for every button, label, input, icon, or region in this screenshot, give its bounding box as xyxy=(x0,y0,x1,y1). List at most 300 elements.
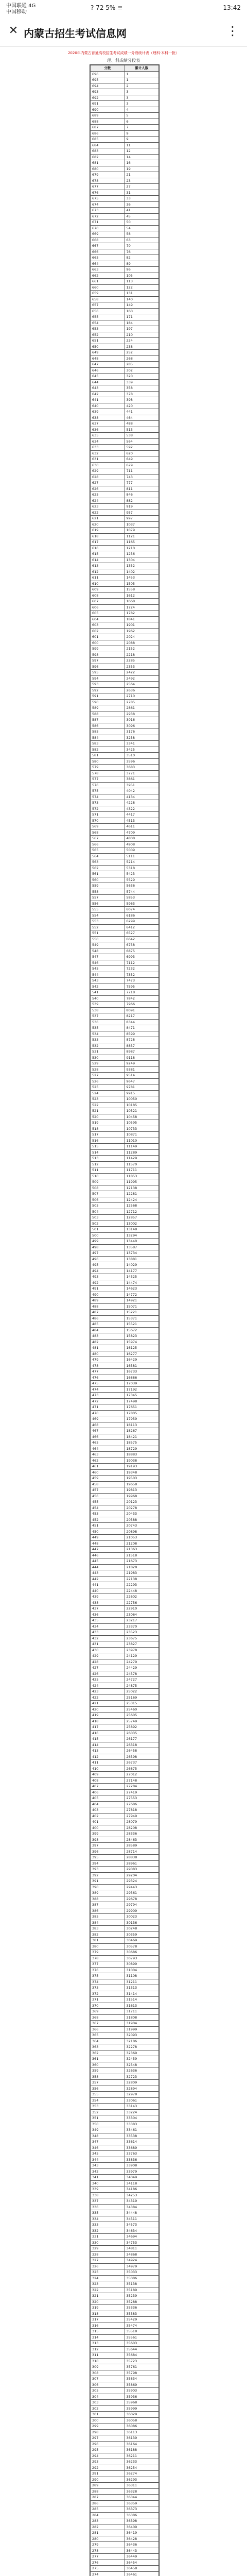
count-cell: 9 xyxy=(125,137,159,143)
count-cell: 21983 xyxy=(125,1570,159,1577)
table-row xyxy=(91,1073,159,1079)
table-row xyxy=(91,1724,159,1731)
score-cell: 323 xyxy=(91,2281,125,2287)
count-cell: 1962 xyxy=(125,628,159,634)
table-row xyxy=(91,1760,159,1766)
table-row xyxy=(91,1446,159,1452)
table-row xyxy=(91,1535,159,1541)
table-row xyxy=(91,2364,159,2370)
table-row xyxy=(91,1096,159,1103)
table-row xyxy=(91,871,159,877)
count-cell: 18113 xyxy=(125,1422,159,1428)
count-cell: 5423 xyxy=(125,871,159,877)
table-row xyxy=(91,664,159,670)
table-row xyxy=(91,474,159,480)
score-cell: 318 xyxy=(91,2311,125,2317)
count-cell: 4134 xyxy=(125,794,159,800)
score-cell: 288 xyxy=(91,2488,125,2495)
score-cell: 472 xyxy=(91,1398,125,1404)
score-cell: 597 xyxy=(91,658,125,664)
score-cell: 422 xyxy=(91,1694,125,1701)
score-cell: 610 xyxy=(91,581,125,587)
count-cell: 10050 xyxy=(125,1096,159,1103)
count-cell: 1901 xyxy=(125,622,159,629)
count-cell: 12712 xyxy=(125,1209,159,1215)
score-cell: 319 xyxy=(91,2305,125,2311)
score-cell: 400 xyxy=(91,1825,125,1831)
score-cell: 445 xyxy=(91,1558,125,1565)
count-cell: 8471 xyxy=(125,1025,159,1031)
table-row xyxy=(91,391,159,397)
table-row xyxy=(91,2222,159,2228)
score-cell: 356 xyxy=(91,2086,125,2092)
table-row xyxy=(91,912,159,919)
table-row xyxy=(91,2050,159,2056)
table-row xyxy=(91,1002,159,1008)
table-row xyxy=(91,1179,159,1185)
score-cell: 653 xyxy=(91,326,125,332)
score-cell: 457 xyxy=(91,1487,125,1494)
count-cell: 3 xyxy=(125,89,159,95)
score-cell: 541 xyxy=(91,990,125,996)
table-row xyxy=(91,1310,159,1316)
table-row xyxy=(91,1393,159,1399)
score-cell: 692 xyxy=(91,95,125,101)
count-cell: 15221 xyxy=(125,1310,159,1316)
table-row xyxy=(91,2554,159,2560)
table-header-row xyxy=(91,65,159,72)
count-cell: 1037 xyxy=(125,521,159,528)
score-cell: 559 xyxy=(91,883,125,889)
count-cell: 35644 xyxy=(125,2346,159,2352)
table-row xyxy=(91,1481,159,1487)
score-cell: 299 xyxy=(91,2424,125,2430)
score-cell: 315 xyxy=(91,2329,125,2335)
score-cell: 278 xyxy=(91,2548,125,2554)
score-cell: 366 xyxy=(91,2026,125,2032)
score-cell: 525 xyxy=(91,1084,125,1091)
count-cell: 33836 xyxy=(125,2157,159,2163)
score-cell: 536 xyxy=(91,1019,125,1025)
score-cell: 595 xyxy=(91,670,125,676)
score-cell: 620 xyxy=(91,521,125,528)
score-cell: 642 xyxy=(91,391,125,397)
score-cell: 580 xyxy=(91,758,125,765)
table-row xyxy=(91,1529,159,1535)
table-row xyxy=(91,2026,159,2032)
count-cell: 5853 xyxy=(125,895,159,901)
score-cell: 446 xyxy=(91,1552,125,1558)
status-bar xyxy=(0,0,247,18)
count-cell: 30686 xyxy=(125,1950,159,1956)
count-cell: 29909 xyxy=(125,1908,159,1914)
score-cell: 688 xyxy=(91,118,125,125)
table-row xyxy=(91,960,159,966)
table-row xyxy=(91,2145,159,2151)
score-cell: 565 xyxy=(91,848,125,854)
table-row xyxy=(91,296,159,302)
table-row xyxy=(91,1239,159,1245)
count-cell: 777 xyxy=(125,480,159,486)
score-cell: 503 xyxy=(91,1215,125,1221)
score-cell: 405 xyxy=(91,1795,125,1802)
score-cell: 289 xyxy=(91,2483,125,2489)
count-cell: 31004 xyxy=(125,1967,159,1973)
score-cell: 462 xyxy=(91,1458,125,1464)
count-cell: 30578 xyxy=(125,1943,159,1950)
count-cell: 35999 xyxy=(125,2405,159,2412)
count-cell: 2861 xyxy=(125,705,159,711)
table-row xyxy=(91,521,159,528)
table-row xyxy=(91,1623,159,1630)
table-row xyxy=(91,1505,159,1511)
count-cell: 2 xyxy=(125,83,159,89)
count-cell: 711 xyxy=(125,468,159,474)
table-row xyxy=(91,1618,159,1624)
table-row xyxy=(91,2210,159,2216)
score-cell: 448 xyxy=(91,1540,125,1547)
table-row xyxy=(91,895,159,901)
score-cell: 296 xyxy=(91,2441,125,2447)
score-cell: 442 xyxy=(91,1576,125,1582)
count-cell: 31808 xyxy=(125,2014,159,2021)
count-cell: 122 xyxy=(125,284,159,291)
table-row xyxy=(91,841,159,848)
score-cell: 460 xyxy=(91,1469,125,1476)
count-cell: 1782 xyxy=(125,611,159,617)
score-cell: 687 xyxy=(91,125,125,131)
count-cell: 12138 xyxy=(125,1185,159,1191)
more-icon[interactable]: ⋮ xyxy=(226,24,239,38)
count-cell: 1724 xyxy=(125,604,159,611)
table-row xyxy=(91,166,159,172)
table-row xyxy=(91,2334,159,2341)
count-cell: 36113 xyxy=(125,2429,159,2435)
carrier-label: 中国联通 4G xyxy=(6,3,36,9)
score-cell: 450 xyxy=(91,1529,125,1535)
count-cell: 18267 xyxy=(125,1428,159,1434)
count-cell: 35086 xyxy=(125,2275,159,2281)
table-row xyxy=(91,1209,159,1215)
table-row xyxy=(91,355,159,362)
count-cell: 20743 xyxy=(125,1523,159,1529)
table-row xyxy=(91,948,159,954)
count-cell: 34511 xyxy=(125,2216,159,2222)
count-cell: 1256 xyxy=(125,551,159,557)
score-cell: 370 xyxy=(91,2003,125,2009)
close-icon[interactable]: ✕ xyxy=(8,24,19,37)
count-cell: 14 xyxy=(125,154,159,160)
table-row xyxy=(91,587,159,593)
table-row xyxy=(91,2305,159,2311)
score-cell: 641 xyxy=(91,397,125,403)
count-cell: 14772 xyxy=(125,1292,159,1298)
score-cell: 622 xyxy=(91,510,125,516)
table-row xyxy=(91,528,159,534)
count-cell: 31108 xyxy=(125,1973,159,1979)
score-cell: 441 xyxy=(91,1582,125,1588)
score-cell: 498 xyxy=(91,1244,125,1250)
score-cell: 329 xyxy=(91,2246,125,2252)
count-cell: 846 xyxy=(125,492,159,498)
table-row xyxy=(91,1292,159,1298)
count-cell: 30469 xyxy=(125,1938,159,1944)
count-cell: 32548 xyxy=(125,2062,159,2068)
score-cell: 599 xyxy=(91,646,125,652)
table-row xyxy=(91,978,159,984)
count-cell: 16125 xyxy=(125,1345,159,1351)
status-time: 13:42 xyxy=(223,4,241,11)
score-cell: 487 xyxy=(91,1310,125,1316)
count-cell: 16733 xyxy=(125,1369,159,1375)
count-cell: 197 xyxy=(125,326,159,332)
table-row xyxy=(91,243,159,249)
table-row xyxy=(91,2417,159,2424)
score-cell: 527 xyxy=(91,1073,125,1079)
count-cell: 6299 xyxy=(125,919,159,925)
score-cell: 683 xyxy=(91,148,125,155)
score-cell: 390 xyxy=(91,1884,125,1890)
score-cell: 340 xyxy=(91,2180,125,2187)
score-cell: 334 xyxy=(91,2216,125,2222)
count-cell: 28589 xyxy=(125,1843,159,1849)
count-cell: 17498 xyxy=(125,1398,159,1404)
table-row xyxy=(91,1493,159,1499)
count-cell: 2564 xyxy=(125,682,159,688)
score-cell: 276 xyxy=(91,2560,125,2566)
score-cell: 463 xyxy=(91,1452,125,1458)
score-cell: 291 xyxy=(91,2471,125,2477)
table-row xyxy=(91,1416,159,1422)
score-cell: 496 xyxy=(91,1256,125,1262)
table-row xyxy=(91,1007,159,1013)
count-cell: 10733 xyxy=(125,1126,159,1132)
score-cell: 284 xyxy=(91,2512,125,2518)
score-cell: 507 xyxy=(91,1191,125,1197)
score-cell: 583 xyxy=(91,741,125,747)
score-cell: 603 xyxy=(91,622,125,629)
score-cell: 495 xyxy=(91,1262,125,1268)
count-cell: 13148 xyxy=(125,1227,159,1233)
score-cell: 629 xyxy=(91,468,125,474)
score-cell: 492 xyxy=(91,1280,125,1286)
count-cell: 13294 xyxy=(125,1232,159,1239)
count-cell: 2636 xyxy=(125,687,159,693)
table-row xyxy=(91,2323,159,2329)
score-cell: 453 xyxy=(91,1511,125,1517)
score-cell: 337 xyxy=(91,2198,125,2205)
score-cell: 501 xyxy=(91,1227,125,1233)
count-cell: 13002 xyxy=(125,1221,159,1227)
score-cell: 664 xyxy=(91,261,125,267)
score-cell: 558 xyxy=(91,889,125,895)
table-row xyxy=(91,1955,159,1961)
score-cell: 333 xyxy=(91,2222,125,2228)
table-row xyxy=(91,148,159,155)
table-row xyxy=(91,2151,159,2157)
count-cell: 35429 xyxy=(125,2317,159,2323)
table-row xyxy=(91,1564,159,1570)
score-cell: 386 xyxy=(91,1908,125,1914)
score-cell: 520 xyxy=(91,1114,125,1120)
count-cell: 15371 xyxy=(125,1315,159,1321)
table-row xyxy=(91,231,159,238)
score-cell: 477 xyxy=(91,1369,125,1375)
count-cell: 25022 xyxy=(125,1689,159,1695)
score-cell: 638 xyxy=(91,415,125,421)
count-cell: 32093 xyxy=(125,2032,159,2039)
table-row xyxy=(91,1511,159,1517)
table-row xyxy=(91,1357,159,1363)
table-row xyxy=(91,1499,159,1505)
table-row xyxy=(91,308,159,314)
count-cell: 19038 xyxy=(125,1458,159,1464)
score-cell: 592 xyxy=(91,687,125,693)
page-title: 内蒙古招生考试信息网 xyxy=(24,27,127,40)
table-row xyxy=(91,1161,159,1167)
count-cell: 28714 xyxy=(125,1849,159,1855)
count-cell: 35903 xyxy=(125,2388,159,2394)
score-cell: 658 xyxy=(91,296,125,302)
score-cell: 306 xyxy=(91,2382,125,2388)
score-cell: 347 xyxy=(91,2139,125,2145)
count-cell: 3176 xyxy=(125,729,159,735)
count-cell: 3016 xyxy=(125,717,159,723)
table-row xyxy=(91,1061,159,1067)
table-row xyxy=(91,1469,159,1476)
score-cell: 646 xyxy=(91,367,125,374)
score-cell: 555 xyxy=(91,907,125,913)
count-cell: 30359 xyxy=(125,1931,159,1938)
score-cell: 399 xyxy=(91,1831,125,1837)
table-row xyxy=(91,1037,159,1043)
table-row xyxy=(91,735,159,741)
score-cell: 543 xyxy=(91,978,125,984)
score-cell: 576 xyxy=(91,782,125,788)
score-cell: 336 xyxy=(91,2204,125,2210)
count-cell: 36436 xyxy=(125,2542,159,2548)
score-cell: 540 xyxy=(91,995,125,1002)
table-row xyxy=(91,646,159,652)
score-cell: 310 xyxy=(91,2358,125,2364)
table-row xyxy=(91,611,159,617)
count-cell: 9915 xyxy=(125,1090,159,1096)
score-cell: 515 xyxy=(91,1144,125,1150)
count-cell: 997 xyxy=(125,516,159,522)
count-cell: 679 xyxy=(125,462,159,468)
column-header-count: 累计人数 xyxy=(125,65,159,72)
score-cell: 324 xyxy=(91,2275,125,2281)
count-cell: 16429 xyxy=(125,1357,159,1363)
score-cell: 570 xyxy=(91,818,125,824)
table-row xyxy=(91,1849,159,1855)
count-cell: 1612 xyxy=(125,592,159,599)
score-cell: 290 xyxy=(91,2477,125,2483)
count-cell: 32723 xyxy=(125,2074,159,2080)
score-cell: 282 xyxy=(91,2524,125,2530)
count-cell: 36398 xyxy=(125,2518,159,2524)
score-cell: 317 xyxy=(91,2317,125,2323)
count-cell: 1668 xyxy=(125,599,159,605)
score-cell: 528 xyxy=(91,1066,125,1073)
count-cell: 27284 xyxy=(125,1784,159,1790)
table-row xyxy=(91,2530,159,2536)
score-cell: 625 xyxy=(91,492,125,498)
count-cell: 50 xyxy=(125,219,159,226)
score-cell: 355 xyxy=(91,2092,125,2098)
table-row xyxy=(91,1197,159,1203)
count-cell: 33908 xyxy=(125,2163,159,2169)
table-row xyxy=(91,1191,159,1197)
count-cell: 36428 xyxy=(125,2536,159,2542)
score-cell: 425 xyxy=(91,1677,125,1683)
table-row xyxy=(91,2009,159,2015)
count-cell: 7842 xyxy=(125,995,159,1002)
table-row xyxy=(91,2086,159,2092)
count-cell: 29678 xyxy=(125,1896,159,1902)
score-cell: 341 xyxy=(91,2175,125,2181)
count-cell: 89 xyxy=(125,261,159,267)
score-cell: 451 xyxy=(91,1523,125,1529)
table-row xyxy=(91,776,159,783)
score-cell: 504 xyxy=(91,1209,125,1215)
table-row xyxy=(91,2133,159,2139)
score-cell: 531 xyxy=(91,1049,125,1055)
count-cell: 26737 xyxy=(125,1760,159,1766)
table-row xyxy=(91,320,159,326)
score-cell: 484 xyxy=(91,1327,125,1333)
score-cell: 298 xyxy=(91,2429,125,2435)
table-row xyxy=(91,409,159,415)
count-cell: 36461 xyxy=(125,2571,159,2576)
count-cell: 35723 xyxy=(125,2358,159,2364)
score-cell: 690 xyxy=(91,107,125,113)
score-cell: 307 xyxy=(91,2376,125,2382)
score-cell: 672 xyxy=(91,213,125,219)
count-cell: 919 xyxy=(125,504,159,510)
table-row xyxy=(91,1120,159,1126)
count-cell: 5 xyxy=(125,113,159,119)
score-cell: 312 xyxy=(91,2346,125,2352)
count-cell: 15672 xyxy=(125,1327,159,1333)
table-row xyxy=(91,924,159,930)
table-row xyxy=(91,658,159,664)
score-cell: 428 xyxy=(91,1659,125,1665)
table-row xyxy=(91,930,159,937)
table-row xyxy=(91,1386,159,1393)
score-cell: 648 xyxy=(91,355,125,362)
count-cell: 6186 xyxy=(125,912,159,919)
table-row xyxy=(91,1718,159,1724)
count-cell: 17192 xyxy=(125,1386,159,1393)
count-cell: 32459 xyxy=(125,2056,159,2062)
table-row xyxy=(91,219,159,226)
table-row xyxy=(91,77,159,83)
score-cell: 362 xyxy=(91,2050,125,2056)
table-row xyxy=(91,966,159,972)
score-cell: 285 xyxy=(91,2506,125,2513)
count-cell: 3771 xyxy=(125,770,159,776)
score-cell: 598 xyxy=(91,652,125,658)
count-cell: 35033 xyxy=(125,2269,159,2276)
count-cell: 1210 xyxy=(125,545,159,551)
table-row xyxy=(91,1742,159,1748)
count-cell: 21208 xyxy=(125,1540,159,1547)
count-cell: 24578 xyxy=(125,1671,159,1677)
score-cell: 586 xyxy=(91,723,125,729)
count-cell: 36 xyxy=(125,201,159,208)
count-cell: 27 xyxy=(125,184,159,190)
